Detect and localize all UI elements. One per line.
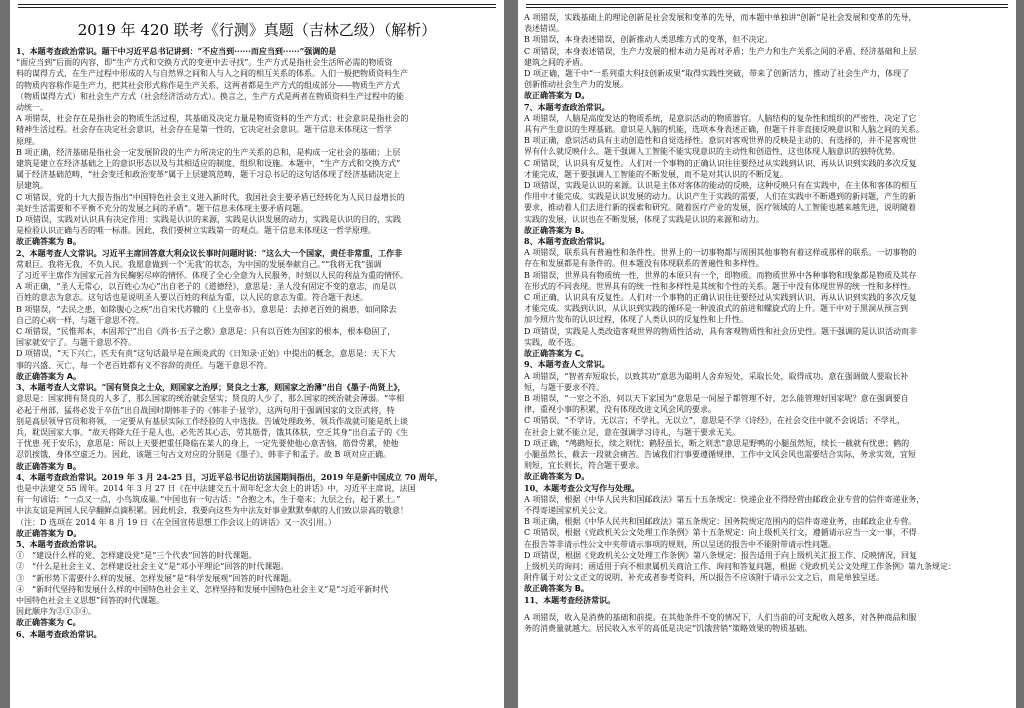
text-line: （注：D 选项在 2014 年 8 月 19 日《在全国宣传思想工作会议上的讲话》又一次引用。） — [16, 517, 336, 527]
text-line: 实践的发展，认识也在不断发展，体现了实践是认识的来源和动力。 — [524, 214, 764, 224]
question-heading: 5、本题考查政治常识。 — [16, 538, 102, 549]
text-line: 要求，推动着人们去进行新的探索和研究。随着医疗产业的发展，医疗领域的人工智能也越来越先进，说明随着 — [524, 203, 916, 213]
text-line: 忍饥挨饿，身体空虚乏力。因此，该题三句古文对应的分别是《墨子》、韩非子和孟子。故 B 项对应正确。 — [16, 450, 391, 460]
text-line: 是检验认识正确与否的唯一标准。因此，我们要树立实践第一的观点。题干信息未体现这一哲学原理。 — [16, 226, 376, 236]
text-line: B 项错误，世界具有物质统一性，世界的本原只有一个，即物质。而物质世界中各种事物和现象都是物质及其存 — [524, 270, 917, 280]
text-line: D 项错误，“天下兴亡，匹夫有责”这句话最早是在顾炎武的《日知录·正始》中提出的概念，意思是：天下大 — [16, 349, 396, 359]
text-line: 在报告等非请示性公文中夹带请示事项的规则，所以呈送的报告中不能附带请示性问题。 — [524, 539, 836, 549]
document-title: 2019 年 420 联考《行测》真题（吉林乙级）（解析） — [77, 21, 437, 39]
question-heading: 1、本题考查政治常识。题干中习近平总书记讲到：“不应当到······而应当到······”强调的是 — [16, 46, 337, 56]
text-line: ③ “新形势下需要什么样的发展、怎样发展”是“科学发展观”回答的时代课题。 — [16, 573, 297, 583]
text-line: D 项错误，实践是人类改造客观世界的物质性活动，具有客观物质性和社会历史性。题干强调的是认识活动而非 — [524, 326, 917, 336]
text-line: 有一句谚语：“一点又一点，小鸟筑成巢。”中国也有一句古话：“合抱之木，生于毫末；九层之台，起于累土。” — [16, 495, 401, 505]
text-line: C 项错误，“不学诗，无以言；不学礼，无以立”，意思是不学《诗经》，在社会交往中就不会说话；不学礼， — [524, 416, 905, 426]
text-line: 表述错误。 — [524, 24, 564, 34]
text-line: ① “建设什么样的党、怎样建设党”是“三个代表”回答的时代课题。 — [16, 551, 257, 561]
question-heading: 10、本题考查公文写作与处理。 — [524, 482, 640, 493]
text-line: （物质谋得方式）和社会生产方式（社会经济活动方式）。换言之，生产方式是两者在物质资料生产过程中的能 — [16, 91, 404, 101]
question-heading: 11、本题考查经济常识。 — [524, 594, 616, 605]
text-line: C 项错误，“民惟邦本，本固邦宁”出自《尚书·五子之歌》意思是：只有以百姓为国家的根本，根本稳固了， — [16, 327, 396, 337]
text-line: 意思是：国家拥有贤良的人多了，那么国家的统治就会坚实；贤良的人少了，那么国家的统治就会薄弱。“宰相 — [16, 394, 405, 404]
text-line: 常艰巨。我将无我，不负人民。我愿意做到一个‘无我’的状态，为中国的发展奉献自己。”“我将无我”强调 — [16, 259, 382, 269]
text-line: A 项错误，实践基础上的理论创新是社会发展和变革的先导，而本题中单独讲“创新”是社会发展和变革的先导， — [524, 13, 917, 22]
text-line: 美好生活需要和不平衡不充分的发展之间的矛盾”。题干信息未体现主要矛盾问题。 — [16, 203, 309, 213]
answer-line: 故正确答案为 B。 — [16, 461, 81, 471]
text-line: D 项错误，实践是认识的来源。认识是主体对客体的能动的反映，这种反映只有在实践中，在主体和客体的相互 — [524, 181, 917, 191]
text-line: A 项错误，人脑是高度发达的物质系统，是意识活动的物质器官。人脑结构的复杂性和组织的严密性，决定了它 — [524, 113, 917, 123]
answer-line: 故正确答案为 D。 — [16, 528, 82, 538]
text-line: 精神生活过程。社会存在决定社会意识，社会存在是第一性的，它决定社会意识。题干信息未体现这一哲学 — [16, 125, 392, 135]
text-line: 在社会上就不能立足，意在强调学习诗礼，与题干要求无关。 — [524, 427, 740, 437]
text-line: C 项错误，党的十九大报告指出“中国特色社会主义进入新时代，我国社会主要矛盾已经转化为人民日益增长的 — [16, 192, 405, 202]
text-line: 上级机关的询问；函适用于向不相隶属机关商洽工作、询问和答复问题，根据《党政机关公文处理工作条例》第九条规定： — [524, 561, 956, 571]
answer-line: 故正确答案为 B。 — [16, 237, 81, 247]
text-line: 作用中才能完成。实践是认识发展的动力。认识产生于实践的需要，人们在实践中不断遇到的新问题，产生的新 — [524, 192, 916, 202]
text-line: A 项错误，联系具有普遍性和条件性。世界上的一切事物都与周围其他事物有着这样或那样的联系。一切事物的 — [524, 248, 917, 258]
text-line: C 项错误，认识具有反复性。人们对一个事物的正确认识往往要经过从实践到认识、再从认识到实践的多次反复 — [524, 158, 917, 168]
text-line: 层建筑。 — [16, 181, 48, 191]
text-line: 才能完成，题干要强调人工智能的不断发展，而不是对其认识的不断反复。 — [524, 169, 788, 179]
document-page-left — [10, 0, 504, 708]
text-line: B 项错误，本身表述错误，创新推动人类思维方式的变革，但不决定。 — [524, 35, 773, 45]
text-line: B 项正确，根据《中华人民共和国邮政法》第五条规定：国务院规定范围内的信件寄递业务，由邮政企业专营。 — [524, 517, 917, 527]
text-line: 自己的心病一样，与题干意思不符。 — [16, 315, 144, 325]
text-line: D 项错误，根据《党政机关公文处理工作条例》第八条规定：报告适用于向上级机关汇报工作、反映情况，回复 — [524, 550, 917, 560]
question-heading: 4、本题考查政治常识。2019 年 3 月 24-25 日，习近平总书记出访法国期间指出，2019 年是新中国成立 70 周年， — [16, 471, 443, 482]
text-line: 料的谋得方式，在生产过程中形成的人与自然界之间和人与人之间的相互关系的体系。人们一般把物质资料生产 — [16, 69, 408, 79]
text-line: 小腿虽然长，截去一段就会痛苦。告诫我们行事要遵循规律，工作中文风会风也需要结合实际，务求实效，宜短 — [524, 449, 916, 459]
page-header-rule — [18, 4, 496, 8]
text-line: 短，与题干要求不符。 — [524, 382, 604, 392]
answer-line: 故正确答案为 B。 — [524, 225, 589, 235]
text-line: 实践，故不选。 — [524, 337, 580, 347]
text-line: 才能完成。实践到认识，从认识到实践的循环是一种波浪式的前进和螺旋式的上升。题干中对于黑洞从预言到 — [524, 304, 908, 314]
page-text-right — [524, 12, 1010, 634]
text-line: 事的兴盛、灭亡，每一个老百姓都有义不容辞的责任。与题干意思不符。 — [16, 360, 272, 370]
text-line: 动统一。 — [16, 103, 48, 113]
answer-line: 故正确答案为 C。 — [524, 349, 589, 359]
text-line: 百姓的意志为意志。这句话也是说明圣人要以百姓的利益为重，以人民的意志为重。符合题干表述。 — [16, 293, 368, 303]
text-line: 创新推动社会生产力的发展。 — [524, 80, 628, 90]
text-line: D 项正确，题干中“一系列重大科技创新成果”取得实践性突破，带来了创新活力，推动了社会生产力，体现了 — [524, 69, 910, 79]
answer-line: 故正确答案为 D。 — [524, 472, 590, 482]
text-line: 建筑之间的矛盾。 — [524, 57, 588, 67]
text-line: 国家就安宁了。与题干意思不符。 — [16, 338, 136, 348]
text-line: ④ “新时代坚持和发展什么样的中国特色社会主义、怎样坚持和发展中国特色社会主义”是“习近平新时代 — [16, 584, 389, 594]
text-line: 律，重视小事的积累，没有体现改进文风会风的要求。 — [524, 405, 716, 415]
answer-line: 故正确答案为 B。 — [524, 584, 589, 594]
question-heading: 9、本题考查人文常识。 — [524, 359, 610, 370]
text-line: 中法友谊是两国人民孕翻鲜点滴积累。因此机会，我要向这些为中法友好事业默默奉献的人们致以崇高的敬意！ — [16, 506, 408, 516]
text-line: B 项正确，经济基础是指社会一定发展阶段的生产力所决定的生产关系的总和，是构成一定社会的基础；上层 — [16, 147, 401, 157]
text-line: 也是中法建交 55 周年。2014 年 3 月 27 日《在中法建交五十周年纪念大会上的讲话》中，习近平主席说，法国 — [16, 483, 416, 493]
text-line: 因此顺序为②①③④。 — [16, 607, 96, 617]
text-line: 则短，宜长则长，符合题干要求。 — [524, 461, 644, 471]
text-line: 建筑是建立在经济基础之上的意识形态以及与其相适应的制度、组织和设施。本题中，“生产方式和交换方式” — [16, 159, 401, 169]
text-line: B 项正确，意识活动具有主动创造性和自觉选择性。意识对客观世界的反映是主动的、有选择的，并不是客观世 — [524, 136, 917, 146]
text-line: A 项错误，社会存在是指社会的物质生活过程，其基础及决定力量是物质资料的生产方式；社会意识是指社会的 — [16, 114, 409, 124]
text-line: 中国特色社会主义思想”回答的时代课题。 — [16, 595, 165, 605]
text-line: 加今照片发布的认识过程，体现了人类认识的反复性和上升性。 — [524, 315, 748, 325]
page-text-left — [16, 46, 498, 640]
text-line: A 项正确，“圣人无常心，以百姓心为心”出自老子的《道德经》，意思是：圣人没有固定不变的意志，而是以 — [16, 282, 397, 292]
text-line: 务的消费量就越大。居民收入水平的高低是决定“饥饿营销”策略效果的物质基础。 — [524, 623, 813, 633]
text-line: ② “什么是社会主义、怎样建设社会主义”是“邓小平理论”回答的时代课题。 — [16, 562, 289, 572]
text-line: 属于经济基础范畴，“社会变迁和政治变革”属于上层建筑范畴，题干习总书记的这句话体现了经济基础决定上 — [16, 170, 401, 180]
text-line: 于忧患 死于安乐》，意思是：所以上天要把重任降临在某人的身上，一定先要使他心意苦恼，筋骨劳累，使他 — [16, 439, 399, 449]
document-page-right — [518, 0, 1016, 708]
text-line: C 项正确，认识具有反复性。人们对一个事物的正确认识往往要经过从实践到认识、再从认识到实践的多次反复 — [524, 293, 917, 303]
text-line: 的物质内容称作是生产力，把其社会形式称作是生产关系，这两者都是生产方式的组成部分——物质生产方式 — [16, 80, 400, 90]
question-heading: 7、本题考查政治常识。 — [524, 101, 610, 112]
text-line: 了习近平主席作为国家元首为民鞠躬尽瘁的情怀。体现了全心全意为人民服务，时刻以人民的利益为重的情怀。 — [16, 271, 408, 281]
answer-line: 故正确答案为 A。 — [16, 371, 81, 381]
text-line: B 项错误，“去民之患，如除腹心之疾”出自宋代苏辙的《上皇帝书》，意思是：去掉老百姓的祸患，如同除去 — [16, 304, 397, 314]
text-line: 具有产生意识的生理基础。意识是人脑的机能，选项本身表述正确，但题干并非直接反映意识和人脑之间的关系。 — [524, 125, 924, 135]
text-line: C 项错误，根据《党政机关公文处理工作条例》第十五条规定：向上级机关行文，遵循请示应当一文一事，不得 — [524, 528, 917, 538]
text-line: 在形式的不同表现。世界具有的统一性和多样性是其统和个性的关系。题干中没有体现世界的统一性和多样性。 — [524, 281, 916, 291]
answer-line: 故正确答案为 C。 — [16, 618, 81, 628]
text-line: C 项错误，本身表述错误，生产力发展的根本动力是再对矛盾：生产力和生产关系之间的矛盾、经济基础和上层 — [524, 46, 917, 56]
text-line: D 项正确，“鸬鹚短长，续之则忧；鹤胫虽长，断之则悲”意思是野鸭的小腿虽然短，续长一截就有忧患；鹤的 — [524, 438, 910, 448]
text-line: 界有什么就反映什么。题干强调人工智能不能实现意识的主动性和创造性，这也体现人脑意识的独特优势。 — [524, 147, 900, 157]
text-line: 附件属于对公文正文的说明、补充或者参考资料，所以报告不应该附于请示公文之后，而是单独呈送。 — [524, 573, 884, 583]
text-line: B 项错误，“一室之不治，何以天下家国为”意思是一间屋子都管理不好，怎么能管理好国家呢？意在强调要自 — [524, 393, 909, 403]
text-line: 原理。 — [16, 136, 40, 146]
text-line: 不得寄递国家机关公文。 — [524, 505, 612, 515]
text-line: D 项错误，实践对认识具有决定作用：实践是认识的来源，实践是认识发展的动力，实践是认识的目的，实践 — [16, 215, 401, 225]
text-line: A 项错误，“智者弃短取长，以致其功”意思为聪明人舍弃短处，采取长处，取得成功。意在强调做人要取长补 — [524, 371, 909, 381]
text-line: 兵，耽误国家大事。“故天将降大任于是人也，必先苦其心志，劳其筋骨，饿其体肤，空乏其身”出自孟子的《生 — [16, 427, 409, 437]
text-line: A 项错误，根据《中华人民共和国邮政法》第五十五条规定：快递企业不得经营由邮政企业专营的信件寄递业务， — [524, 494, 925, 504]
question-heading: 6、本题考查政治常识。 — [16, 628, 102, 639]
question-heading: 3、本题考查人文常识。“国有贤良之士众，则国家之治厚；贤良之士寡，则国家之治薄”出自《墨子·尚贤上》， — [16, 382, 406, 393]
text-line: A 项错误，收入是消费的基础和前提。在其他条件不变的情况下，人们当前的可支配收入越多，对各种商品和服 — [524, 612, 917, 622]
text-line: 必起于州部，猛将必发于卒伍”出自战国时期韩非子的《韩非子·显学》，这两句用于强调国家的文臣武将，特 — [16, 405, 395, 415]
question-heading: 2、本题考查人文常识。习近平主席回答意大利众议长事时问题时说：“这么大一个国家，责任非常重，工作非 — [16, 247, 403, 258]
text-line: 别是高层领导官员和将领，一定要从有基层实际工作经验的人中选拔。告诫处理政务、领兵作战就可能是纸上谈 — [16, 416, 408, 426]
answer-line: 故正确答案为 D。 — [524, 91, 590, 101]
text-line: “面应当到”后面的内容，即“生产方式和交换方式的变更中去寻找”。生产方式是指社会生活所必需的物质资 — [16, 58, 393, 68]
text-line: 存在和发展都是有条件的。但本题没有体现联系的普遍性和多样性。 — [524, 259, 764, 269]
question-heading: 8、本题考查政治常识。 — [524, 236, 610, 247]
